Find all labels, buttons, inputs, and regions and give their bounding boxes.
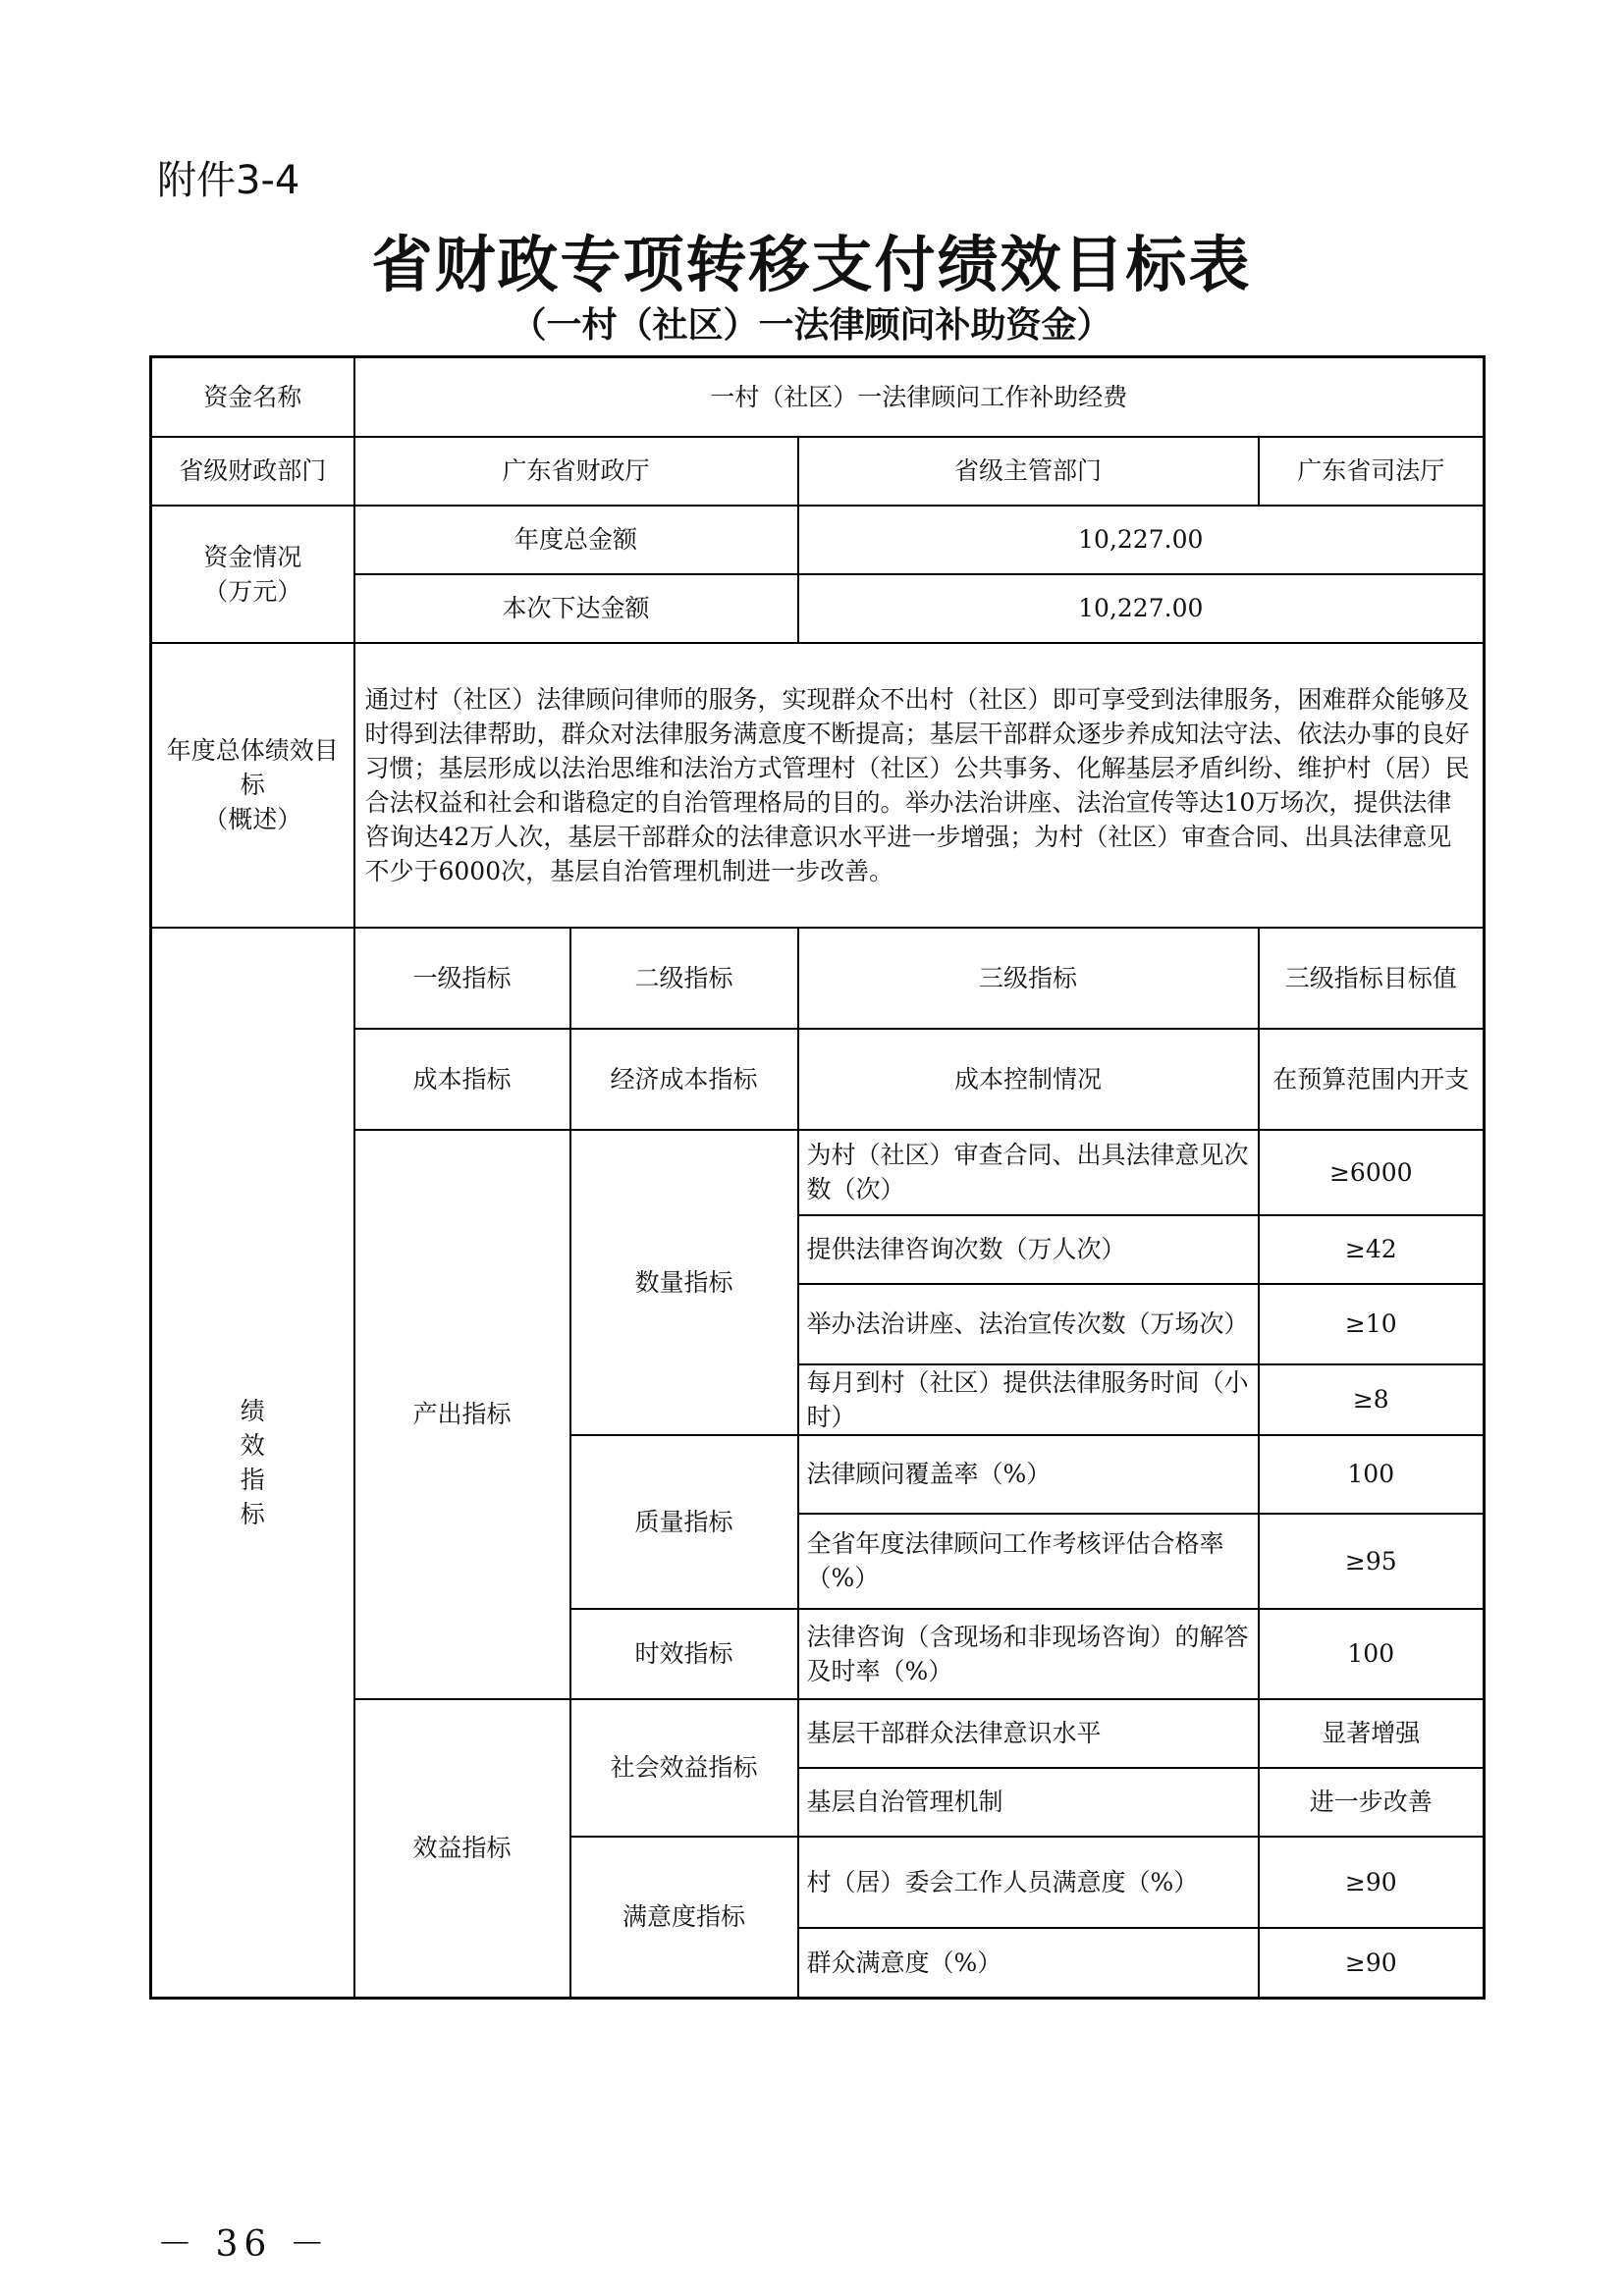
fund-name-label: 资金名称	[151, 357, 354, 437]
section-char: 指	[240, 1465, 265, 1494]
header-target: 三级指标目标值	[1259, 928, 1485, 1029]
timeliness-item-target: 100	[1259, 1609, 1485, 1699]
social-item-name: 基层干部群众法律意识水平	[798, 1699, 1259, 1768]
header-level2: 二级指标	[570, 928, 798, 1029]
current-issue-label: 本次下达金额	[354, 574, 798, 643]
quantity-item-name: 举办法治讲座、法治宣传次数（万场次）	[798, 1284, 1259, 1364]
performance-target-table	[149, 355, 1486, 2000]
annual-goal-text: 通过村（社区）法律顾问律师的服务，实现群众不出村（社区）即可享受到法律服务，困难群众能够及时得到法律帮助，群众对法律服务满意度不断提高；基层干部群众逐步养成知法守法、依法办事的良好习惯；基层形成以法治思维和法治方式管理村（社区）公共事务、化解基层矛盾纠纷、维护村（居）民合法权益和社会和谐稳定的自治管理格局的目的。举办法治讲座、法治宣传等达10万场次，提供法律咨询达42万人次，基层干部群众的法律意识水平进一步增强；为村（社区）审查合同、出具法律意见不少于6000次，基层自治管理机制进一步改善。	[354, 643, 1485, 928]
page-subtitle: （一村（社区）一法律顾问补助资金）	[511, 305, 1112, 346]
fund-status-label	[151, 506, 354, 643]
timeliness-indicator-label: 时效指标	[570, 1609, 798, 1699]
cost-level2: 经济成本指标	[570, 1029, 798, 1130]
table-row	[151, 928, 1485, 1029]
satisfaction-item-target: ≥90	[1259, 1928, 1485, 1999]
section-char: 效	[240, 1430, 265, 1460]
cost-level3: 成本控制情况	[798, 1029, 1259, 1130]
quality-item-target: 100	[1259, 1435, 1485, 1514]
page-number: － 36 －	[157, 2224, 331, 2265]
benefit-indicator-label: 效益指标	[354, 1699, 570, 1999]
attachment-label: 附件3-4	[157, 158, 300, 203]
quality-item-name: 全省年度法律顾问工作考核评估合格率（%）	[798, 1514, 1259, 1609]
quantity-indicator-label: 数量指标	[570, 1130, 798, 1435]
fund-status-title: 资金情况	[203, 542, 302, 571]
social-item-target: 进一步改善	[1259, 1768, 1485, 1837]
header-level1: 一级指标	[354, 928, 570, 1029]
finance-dept-value: 广东省财政厅	[354, 437, 798, 506]
annual-goal-label-line: 年度总体绩效目	[166, 736, 339, 765]
supervisor-value: 广东省司法厅	[1259, 437, 1485, 506]
annual-goal-label-line: （概述）	[203, 805, 302, 833]
cost-target: 在预算范围内开支	[1259, 1029, 1485, 1130]
table-row	[151, 437, 1485, 506]
social-indicator-label: 社会效益指标	[570, 1699, 798, 1837]
annual-goal-label	[151, 643, 354, 928]
indicators-section-label	[151, 928, 354, 1999]
cost-level1: 成本指标	[354, 1029, 570, 1130]
table-row	[151, 643, 1485, 928]
satisfaction-item-name: 村（居）委会工作人员满意度（%）	[798, 1837, 1259, 1928]
finance-dept-label: 省级财政部门	[151, 437, 354, 506]
satisfaction-item-name: 群众满意度（%）	[798, 1928, 1259, 1999]
quantity-item-target: ≥42	[1259, 1215, 1485, 1284]
quantity-item-name: 提供法律咨询次数（万人次）	[798, 1215, 1259, 1284]
quantity-item-target: ≥8	[1259, 1364, 1485, 1435]
header-level3: 三级指标	[798, 928, 1259, 1029]
quantity-item-name: 每月到村（社区）提供法律服务时间（小时）	[798, 1364, 1259, 1435]
social-item-name: 基层自治管理机制	[798, 1768, 1259, 1837]
page-title: 省财政专项转移支付绩效目标表	[371, 229, 1252, 300]
fund-name-value: 一村（社区）一法律顾问工作补助经费	[354, 357, 1485, 437]
quantity-item-name: 为村（社区）审查合同、出具法律意见次数（次）	[798, 1130, 1259, 1215]
quantity-item-target: ≥6000	[1259, 1130, 1485, 1215]
timeliness-item-name: 法律咨询（含现场和非现场咨询）的解答及时率（%）	[798, 1609, 1259, 1699]
quality-item-target: ≥95	[1259, 1514, 1485, 1609]
annual-goal-label-line: 标	[240, 771, 265, 799]
current-issue-value: 10,227.00	[798, 574, 1485, 643]
section-char: 标	[240, 1499, 265, 1528]
quality-item-name: 法律顾问覆盖率（%）	[798, 1435, 1259, 1514]
fund-status-unit: （万元）	[203, 576, 302, 606]
quality-indicator-label: 质量指标	[570, 1435, 798, 1609]
section-char: 绩	[240, 1396, 265, 1425]
satisfaction-indicator-label: 满意度指标	[570, 1837, 798, 1999]
table-row	[151, 357, 1485, 437]
table-row	[151, 506, 1485, 574]
satisfaction-item-target: ≥90	[1259, 1837, 1485, 1928]
quantity-item-target: ≥10	[1259, 1284, 1485, 1364]
social-item-target: 显著增强	[1259, 1699, 1485, 1768]
annual-total-value: 10,227.00	[798, 506, 1485, 574]
supervisor-label: 省级主管部门	[798, 437, 1259, 506]
annual-total-label: 年度总金额	[354, 506, 798, 574]
output-indicator-label: 产出指标	[354, 1130, 570, 1699]
